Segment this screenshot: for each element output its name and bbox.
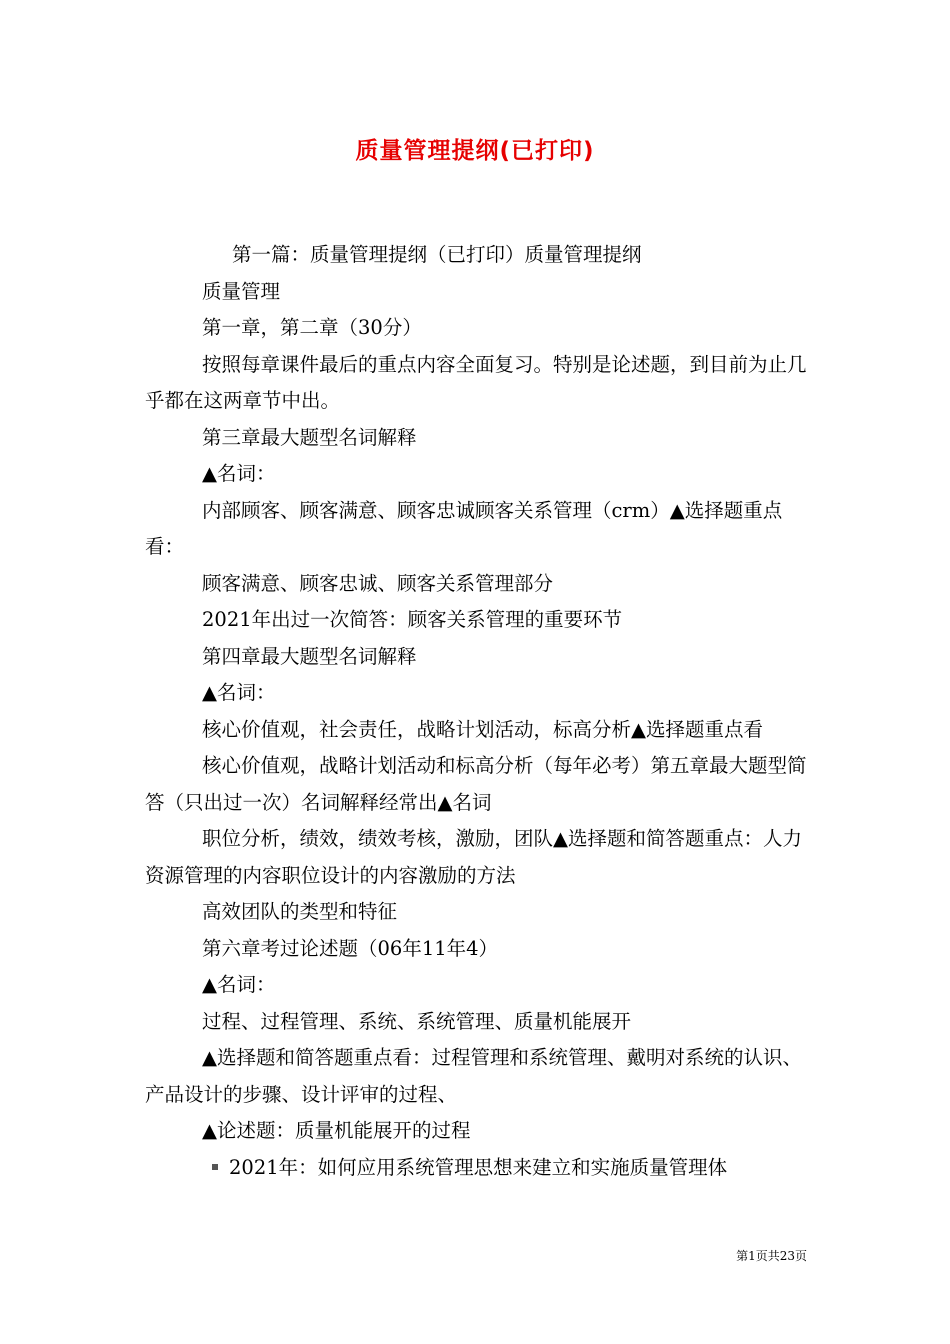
- paragraph: 质量管理: [202, 279, 281, 303]
- paragraph: ▲名词：: [202, 681, 276, 704]
- paragraph: 核心价值观，战略计划活动和标高分析（每年必考）第五章最大题型简答（只出过一次）名词解释经常出▲名词: [145, 754, 807, 814]
- page-number-footer: 第1页共23页: [736, 1249, 807, 1263]
- bullet-text: 2021年：如何应用系统管理思想来建立和实施质量管理体: [229, 1155, 728, 1179]
- paragraph: 第三章最大题型名词解释: [202, 425, 417, 449]
- paragraph: 第四章最大题型名词解释: [202, 644, 417, 668]
- paragraph: 内部顾客、顾客满意、顾客忠诚顾客关系管理（crm）▲选择题重点看：: [145, 498, 783, 558]
- paragraph: 第六章考过论述题（06年11年4）: [202, 936, 499, 960]
- bullet-list-item: [145, 1150, 809, 1187]
- paragraph: 第一篇：质量管理提纲（已打印）质量管理提纲: [232, 243, 642, 266]
- document-title: 质量管理提纲(已打印): [355, 138, 595, 164]
- paragraph: ▲名词：: [202, 973, 276, 996]
- paragraph: 顾客满意、顾客忠诚、顾客关系管理部分: [202, 571, 554, 595]
- paragraph: 2021年出过一次简答：顾客关系管理的重要环节: [202, 608, 623, 631]
- paragraph: ▲选择题和简答题重点看：过程管理和系统管理、戴明对系统的认识、产品设计的步骤、设计评审的过程、: [145, 1046, 802, 1106]
- square-bullet-icon: [212, 1164, 218, 1170]
- document-body: [145, 237, 809, 1186]
- paragraph: ▲论述题：质量机能展开的过程: [202, 1119, 471, 1142]
- paragraph: 高效团队的类型和特征: [202, 900, 398, 923]
- paragraph: 第一章，第二章（30分）: [202, 316, 422, 339]
- paragraph: 过程、过程管理、系统、系统管理、质量机能展开: [202, 1009, 632, 1033]
- paragraph: 核心价值观，社会责任，战略计划活动，标高分析▲选择题重点看: [202, 717, 763, 741]
- paragraph: 职位分析，绩效，绩效考核，激励，团队▲选择题和简答题重点：人力资源管理的内容职位设计的内容激励的方法: [145, 827, 802, 887]
- paragraph: ▲名词：: [202, 462, 276, 485]
- paragraph: 按照每章课件最后的重点内容全面复习。特别是论述题，到目前为止几乎都在这两章节中出。: [145, 352, 807, 412]
